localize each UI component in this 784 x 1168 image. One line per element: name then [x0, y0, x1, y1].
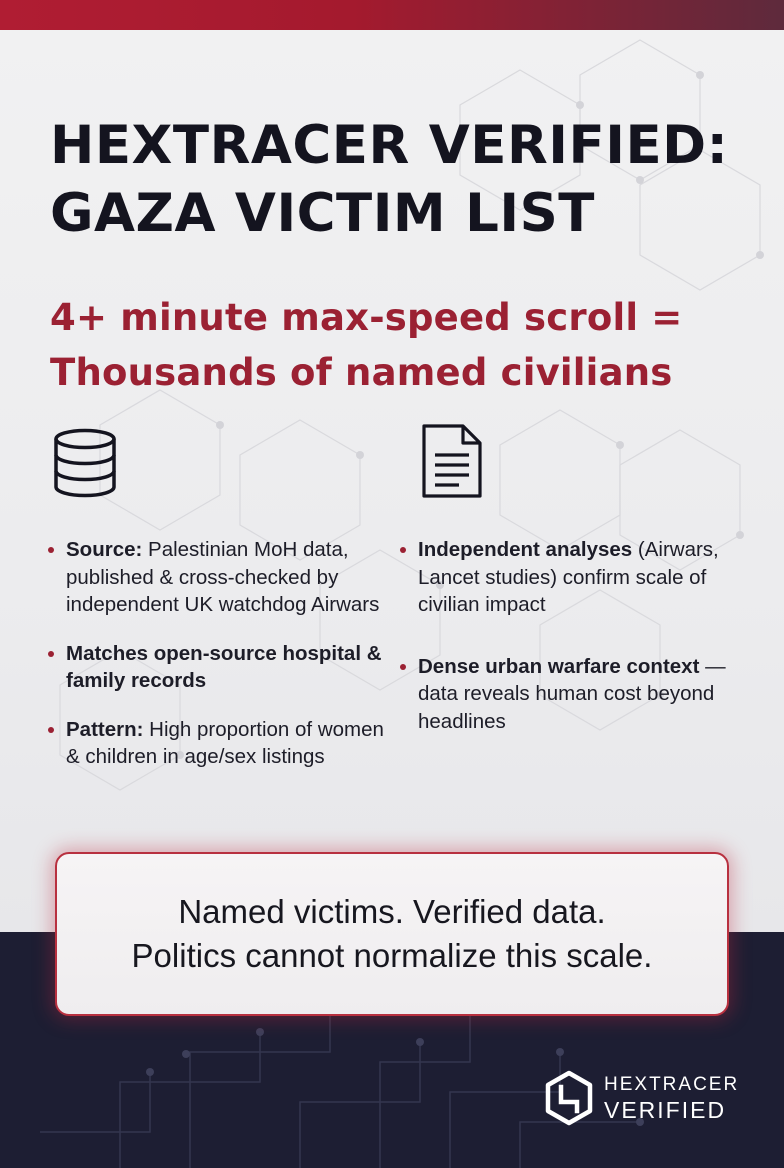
hexagon-logo-icon — [544, 1070, 594, 1126]
bullet-text: High proportion of women & children in age/sex listings — [66, 717, 384, 768]
logo-line-1: HEXTRACER — [604, 1074, 740, 1095]
logo-wordmark — [604, 1074, 739, 1124]
bullet-bold: Pattern: — [66, 717, 144, 741]
bullet-bold: Independent analyses — [418, 538, 633, 561]
database-icon — [52, 428, 118, 498]
title-line-1: HEXTRACER VERIFIED: — [50, 115, 729, 176]
bullet-text: (Airwars, Lancet studies) confirm scale of civilian impact — [418, 538, 719, 616]
bullet-bold: Dense urban warfare context — [418, 654, 700, 678]
hextracer-logo — [544, 1068, 740, 1128]
page-title — [50, 112, 750, 248]
bullet-bold: Source: — [66, 538, 143, 561]
list-item — [48, 536, 388, 619]
bullet-bold: Matches open-source hospital & family records — [66, 641, 382, 692]
title-line-2: GAZA VICTIM LIST — [50, 183, 595, 244]
bullet-text: — data reveals human cost beyond headlines — [418, 654, 726, 733]
callout-line-1: Named victims. Verified data. — [178, 893, 606, 930]
callout-box — [55, 852, 729, 1016]
bullet-text: Palestinian MoH data, published & cross-checked by independent UK watchdog Airwars — [66, 538, 380, 616]
subtitle-line-1: 4+ minute max-speed scroll = — [50, 296, 683, 339]
list-item — [400, 653, 770, 736]
left-bullet-list — [48, 536, 388, 792]
callout-line-2: Politics cannot normalize this scale. — [131, 937, 653, 974]
right-bullet-list — [400, 536, 770, 756]
document-icon — [421, 423, 483, 499]
top-accent-bar — [0, 0, 784, 30]
list-item — [48, 716, 388, 771]
list-item — [48, 640, 388, 695]
logo-line-2: VERIFIED — [604, 1097, 727, 1123]
list-item — [400, 536, 770, 619]
subtitle-line-2: Thousands of named civilians — [50, 351, 673, 394]
subtitle — [50, 290, 770, 400]
